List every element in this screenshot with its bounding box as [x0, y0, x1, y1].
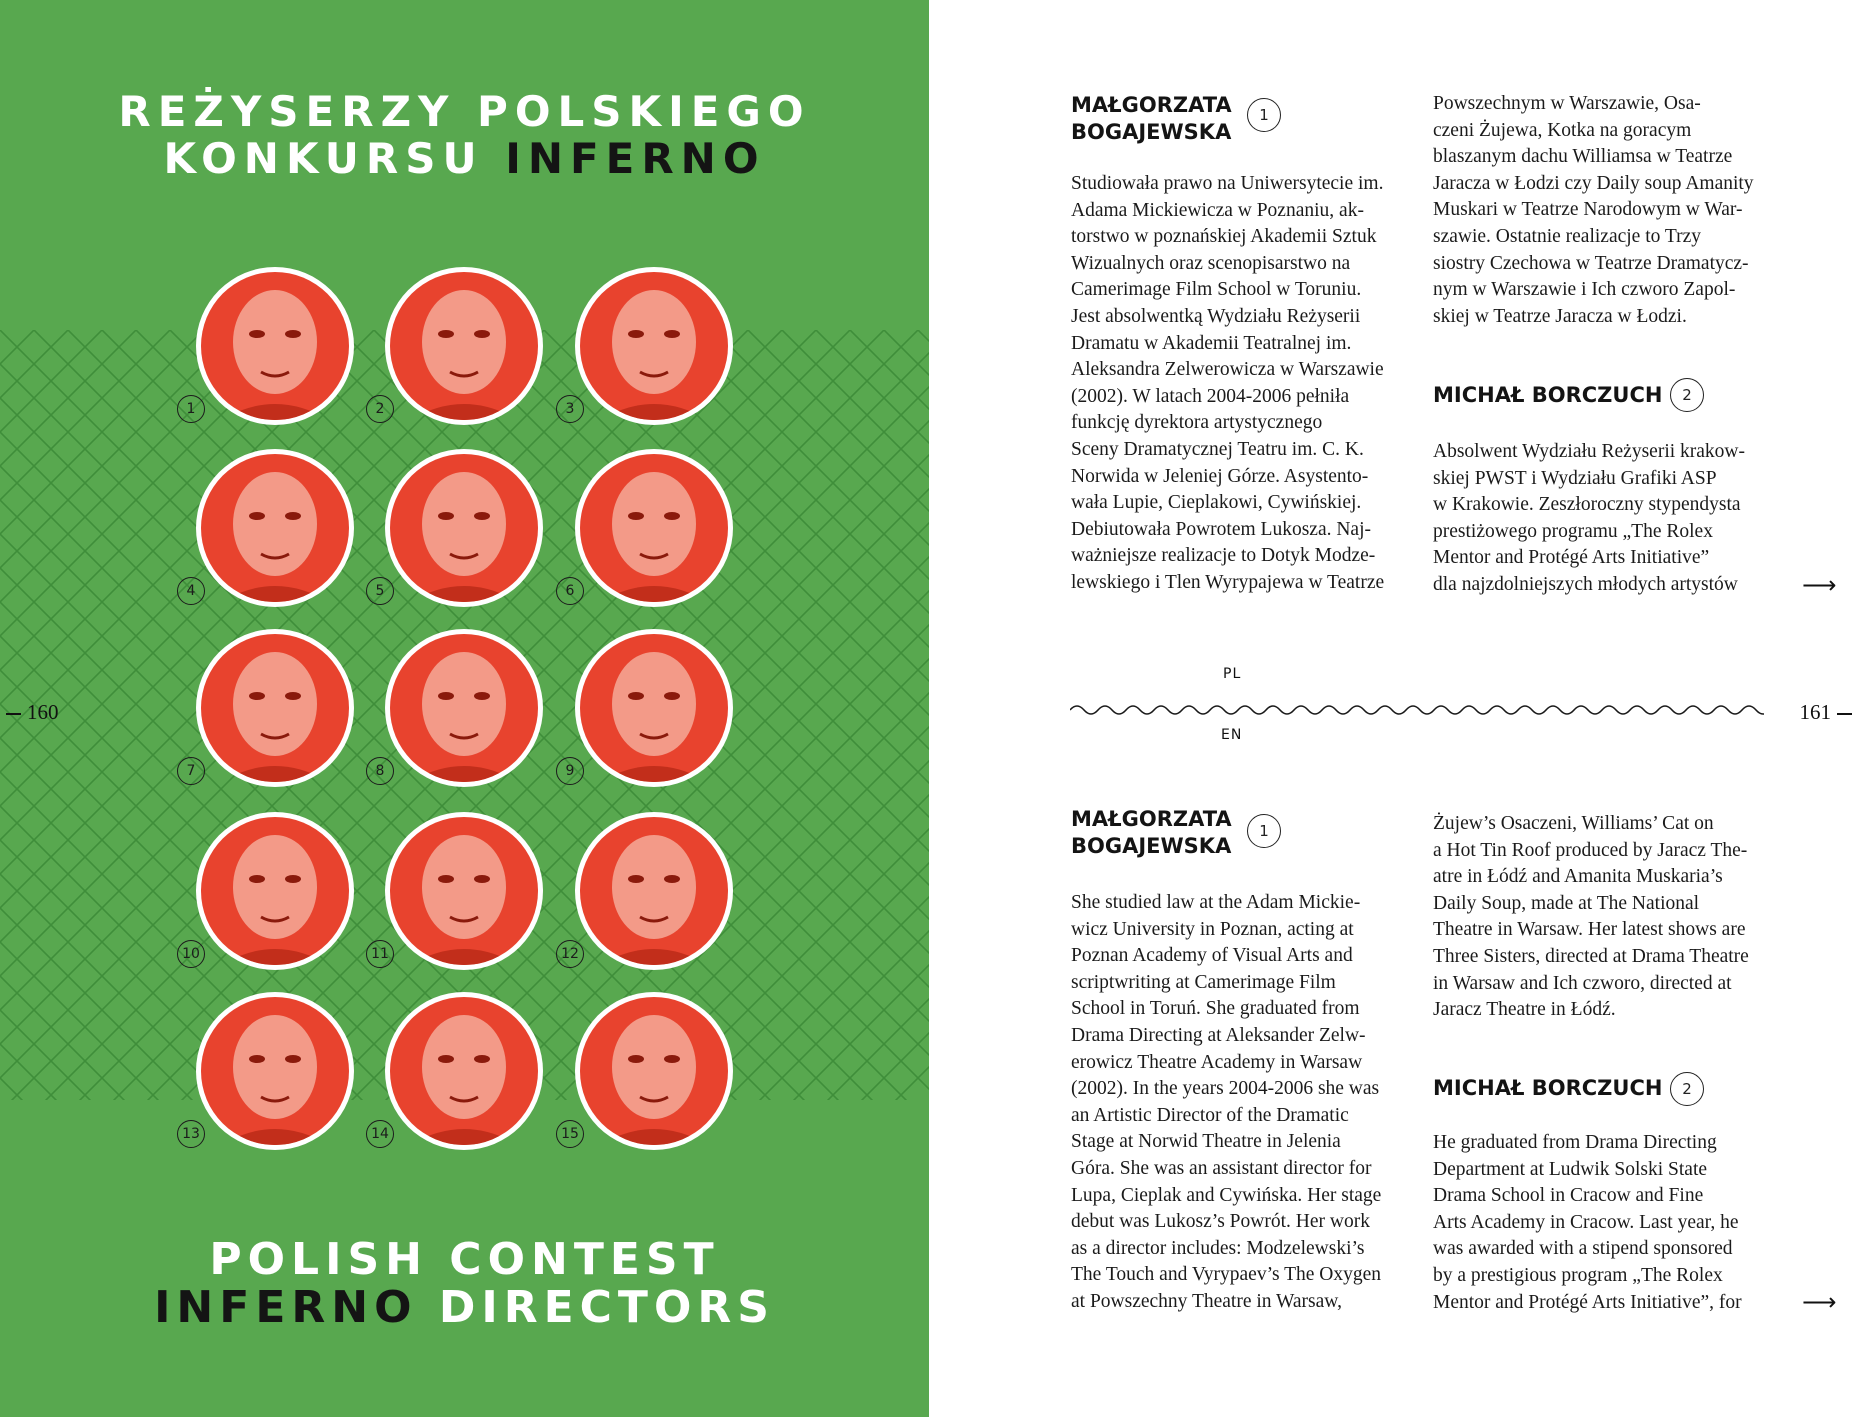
subtitle-word-directors: DIRECTORS	[438, 1282, 775, 1333]
pl-entry1-body	[1071, 171, 1411, 597]
en-continue-arrow-icon: ⟶	[1802, 1288, 1837, 1316]
text-line: Absolwent Wydziału Reżyserii krakow-	[1433, 441, 1746, 462]
text-line: Drama School in Cracow and Fine	[1433, 1185, 1704, 1207]
portrait-7	[196, 629, 354, 787]
portrait-photo-icon	[390, 272, 538, 420]
pl-entry1-name	[1071, 92, 1232, 146]
portrait-number-badge: 12	[556, 940, 584, 968]
en-entry1-name-line2: BOGAJEWSKA	[1071, 834, 1232, 858]
text-line: atre in Łódź and Amanita Muskaria’s	[1433, 866, 1723, 888]
portrait-photo-icon	[580, 634, 728, 782]
title-line-2	[0, 135, 929, 182]
page-number-left	[0, 700, 59, 725]
portrait-photo-icon	[390, 997, 538, 1145]
en-entry1-cont-paragraph	[1433, 811, 1793, 1024]
portrait-photo-icon	[390, 817, 538, 965]
text-line: Dramatu w Akademii Teatralnej im.	[1071, 332, 1352, 354]
text-line: Wizualnych oraz scenopisarstwo na	[1071, 252, 1351, 274]
portrait-photo-icon	[580, 272, 728, 420]
text-line: Jaracza w Łodzi czy Daily soup Amanity	[1433, 172, 1754, 194]
text-line: Norwida w Jeleniej Górze. Asystento-	[1071, 465, 1369, 487]
text-line: He graduated from Drama Directing	[1433, 1132, 1717, 1153]
text-line: Daily Soup, made at The National	[1433, 892, 1700, 914]
title-line-1: REŻYSERZY POLSKIEGO	[118, 87, 811, 136]
en-entry1-paragraph	[1071, 890, 1411, 1316]
portrait-4	[196, 449, 354, 607]
portrait-number-badge: 1	[177, 395, 205, 423]
text-line: Camerimage Film School w Toruniu.	[1071, 279, 1362, 301]
portrait-9	[575, 629, 733, 787]
portrait-number-badge: 15	[556, 1120, 584, 1148]
en-entry2-name: MICHAŁ BORCZUCH	[1433, 1076, 1663, 1100]
pl-entry1-name-line1: MAŁGORZATA	[1071, 93, 1232, 117]
text-line: a Hot Tin Roof produced by Jaracz The-	[1433, 839, 1748, 861]
portrait-photo-icon	[580, 817, 728, 965]
portrait-1	[196, 267, 354, 425]
subtitle-word-inferno: INFERNO	[154, 1282, 418, 1333]
portrait-photo-icon	[580, 997, 728, 1145]
portrait-13	[196, 992, 354, 1150]
en-entry1-body	[1071, 890, 1411, 1316]
portrait-photo-icon	[201, 454, 349, 602]
text-line: School in Toruń. She graduated from	[1071, 998, 1360, 1020]
pl-entry1-paragraph	[1071, 171, 1411, 597]
page-subtitle	[0, 1236, 929, 1332]
text-line: Jest absolwentką Wydziału Reżyserii	[1071, 305, 1361, 327]
text-line: prestiżowego programu „The Rolex	[1433, 520, 1713, 542]
portrait-number-badge: 5	[366, 577, 394, 605]
text-line: (2002). W latach 2004-2006 pełniła	[1071, 385, 1350, 407]
portrait-2	[385, 267, 543, 425]
portrait-3	[575, 267, 733, 425]
en-entry2-body	[1433, 1130, 1793, 1316]
page-number-right	[1800, 700, 1858, 725]
text-line: She studied law at the Adam Mickie-	[1071, 892, 1361, 913]
text-line: Arts Academy in Cracow. Last year, he	[1433, 1211, 1739, 1233]
portrait-8	[385, 629, 543, 787]
text-line: Lupa, Cieplak and Cywińska. Her stage	[1071, 1184, 1382, 1206]
text-line: Żujew’s Osaczeni, Williams’ Cat on	[1433, 813, 1714, 834]
portrait-number-badge: 8	[366, 757, 394, 785]
text-line: in Warsaw and Ich czworo, directed at	[1433, 972, 1732, 994]
text-line: Aleksandra Zelwerowicza w Warszawie	[1071, 359, 1384, 381]
portrait-number-badge: 9	[556, 757, 584, 785]
text-line: Mentor and Protégé Arts Initiative”, for	[1433, 1291, 1742, 1313]
subtitle-line-1: POLISH CONTEST	[209, 1234, 720, 1285]
folio-dash	[6, 713, 21, 715]
text-line: Góra. She was an assistant director for	[1071, 1157, 1372, 1179]
pl-continue-arrow-icon: ⟶	[1802, 571, 1837, 599]
portrait-14	[385, 992, 543, 1150]
title-word-konkursu: KONKURSU	[163, 134, 484, 183]
text-line: Muskari w Teatrze Narodowym w War-	[1433, 199, 1743, 221]
portrait-photo-icon	[201, 272, 349, 420]
portrait-number-badge: 14	[366, 1120, 394, 1148]
text-line: skiej PWST i Wydziału Grafiki ASP	[1433, 467, 1717, 489]
en-entry1-continued	[1433, 811, 1793, 1024]
pl-entry2-badge: 2	[1670, 378, 1704, 412]
en-entry2-badge: 2	[1670, 1072, 1704, 1106]
portrait-photo-icon	[201, 634, 349, 782]
pl-entry1-name-line2: BOGAJEWSKA	[1071, 120, 1232, 144]
text-line: szawie. Ostatnie realizacje to Trzy	[1433, 225, 1702, 247]
text-line: wicz University in Poznan, acting at	[1071, 918, 1354, 940]
portrait-11	[385, 812, 543, 970]
portrait-photo-icon	[201, 817, 349, 965]
text-line: Adama Mickiewicza w Poznaniu, ak-	[1071, 199, 1364, 221]
en-entry1-badge: 1	[1247, 814, 1281, 848]
text-line: czeni Żujewa, Kotka na goracym	[1433, 119, 1692, 141]
text-line: Stage at Norwid Theatre in Jelenia	[1071, 1131, 1341, 1153]
portrait-number-badge: 7	[177, 757, 205, 785]
text-line: an Artistic Director of the Dramatic	[1071, 1104, 1349, 1126]
pl-entry2-name: MICHAŁ BORCZUCH	[1433, 383, 1663, 407]
portrait-15	[575, 992, 733, 1150]
portrait-number-badge: 11	[366, 940, 394, 968]
en-entry1-name	[1071, 806, 1232, 860]
portrait-6	[575, 449, 733, 607]
text-line: Poznan Academy of Visual Arts and	[1071, 945, 1353, 967]
pl-entry2-body	[1433, 439, 1793, 599]
pl-entry2-paragraph	[1433, 439, 1793, 599]
subtitle-line-2	[0, 1284, 929, 1332]
language-divider-wave	[1070, 698, 1764, 722]
text-line: funkcję dyrektora artystycznego	[1071, 412, 1323, 434]
text-line: The Touch and Vyrypaev’s The Oxygen	[1071, 1264, 1382, 1286]
text-line: Mentor and Protégé Arts Initiative”	[1433, 547, 1710, 569]
portrait-5	[385, 449, 543, 607]
text-line: at Powszechny Theatre in Warsaw,	[1071, 1290, 1342, 1312]
text-line: Studiowała prawo na Uniwersytecie im.	[1071, 173, 1384, 194]
pl-entry1-badge: 1	[1247, 98, 1281, 132]
en-entry2-paragraph	[1433, 1130, 1793, 1316]
text-line: siostry Czechowa w Teatrze Dramatycz-	[1433, 252, 1749, 274]
portrait-number-badge: 10	[177, 940, 205, 968]
text-line: scriptwriting at Camerimage Film	[1071, 971, 1336, 993]
portrait-photo-icon	[201, 997, 349, 1145]
text-line: debut was Lukosz’s Powrót. Her work	[1071, 1211, 1370, 1233]
text-line: dla najzdolniejszych młodych artystów	[1433, 573, 1738, 595]
portrait-12	[575, 812, 733, 970]
portrait-number-badge: 13	[177, 1120, 205, 1148]
page-title	[0, 88, 929, 182]
text-line: Drama Directing at Aleksander Zelw-	[1071, 1024, 1366, 1046]
text-line: blaszanym dachu Williamsa w Teatrze	[1433, 146, 1733, 168]
page-number-right-text: 161	[1799, 700, 1831, 724]
portrait-photo-icon	[390, 454, 538, 602]
lang-label-en: EN	[1221, 727, 1243, 743]
text-line: Theatre in Warsaw. Her latest shows are	[1433, 919, 1746, 941]
text-line: Sceny Dramatycznej Teatru im. C. K.	[1071, 438, 1364, 460]
pl-entry1-continued	[1433, 91, 1793, 330]
text-line: Powszechnym w Warszawie, Osa-	[1433, 93, 1701, 114]
portrait-photo-icon	[580, 454, 728, 602]
text-line: w Krakowie. Zeszłoroczny stypendysta	[1433, 494, 1741, 516]
text-line: lewskiego i Tlen Wyrypajewa w Teatrze	[1071, 571, 1385, 593]
portrait-number-badge: 3	[556, 395, 584, 423]
lang-label-pl: PL	[1223, 666, 1242, 682]
text-line: by a prestigious program „The Rolex	[1433, 1264, 1723, 1286]
text-line: Debiutowała Powrotem Lukosza. Naj-	[1071, 518, 1372, 540]
text-line: skiej w Teatrze Jaracza w Łodzi.	[1433, 305, 1687, 327]
text-line: Department at Ludwik Solski State	[1433, 1158, 1708, 1180]
portrait-number-badge: 4	[177, 577, 205, 605]
text-line: as a director includes: Modzelewski’s	[1071, 1237, 1365, 1259]
text-line: wała Lupie, Cieplakowi, Cywińskiej.	[1071, 492, 1362, 514]
portrait-photo-icon	[390, 634, 538, 782]
page-number-left-text: 160	[27, 700, 59, 724]
text-line: ważniejsze realizacje to Dotyk Modze-	[1071, 545, 1376, 567]
portrait-number-badge: 2	[366, 395, 394, 423]
text-line: Three Sisters, directed at Drama Theatre	[1433, 945, 1749, 967]
title-word-inferno: INFERNO	[505, 134, 766, 183]
portrait-10	[196, 812, 354, 970]
text-line: nym w Warszawie i Ich czworo Zapol-	[1433, 279, 1736, 301]
portrait-number-badge: 6	[556, 577, 584, 605]
folio-dash-right	[1837, 713, 1852, 715]
text-line: Jaracz Theatre in Łódź.	[1433, 999, 1616, 1021]
text-line: torstwo w poznańskiej Akademii Sztuk	[1071, 226, 1377, 248]
text-line: erowicz Theatre Academy in Warsaw	[1071, 1051, 1363, 1073]
text-line: was awarded with a stipend sponsored	[1433, 1238, 1733, 1260]
pl-entry1-cont-paragraph	[1433, 91, 1793, 330]
text-line: (2002). In the years 2004-2006 she was	[1071, 1078, 1380, 1100]
en-entry1-name-line1: MAŁGORZATA	[1071, 807, 1232, 831]
